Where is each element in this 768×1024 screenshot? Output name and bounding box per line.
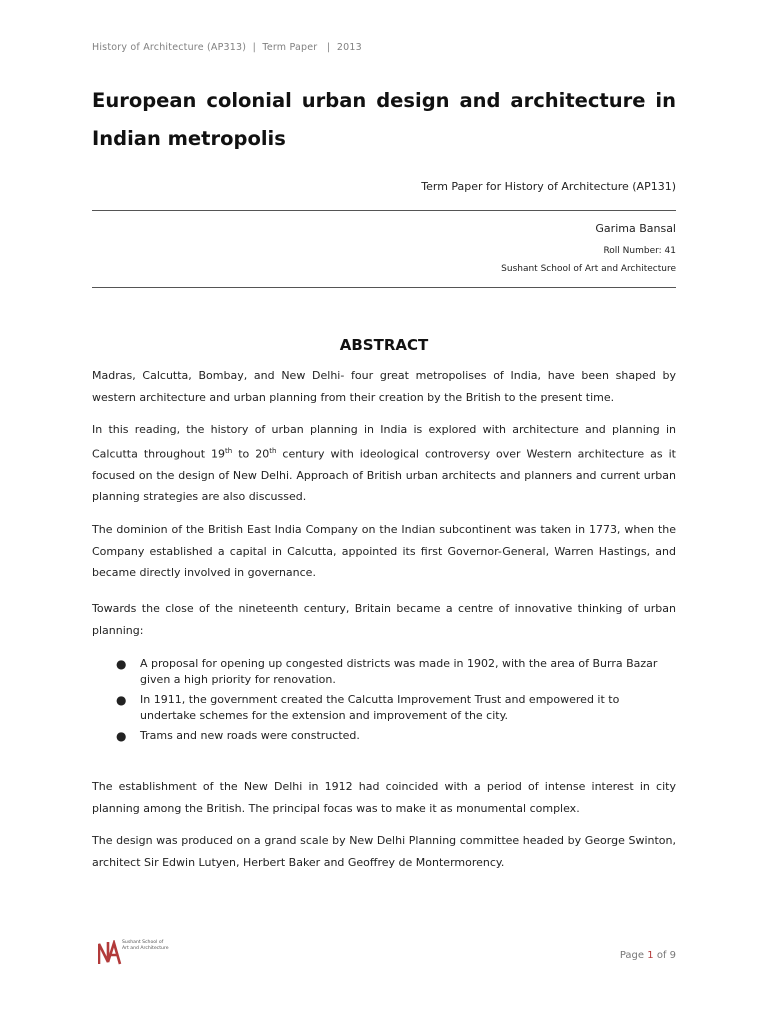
superscript-th-2: th [269,446,277,455]
list-item-text: Trams and new roads were constructed. [140,729,360,742]
page-total: of 9 [656,950,676,961]
author-name: Garima Bansal [595,222,676,235]
school-logo [98,938,168,974]
list-item [92,656,676,688]
abstract-paragraph-1: Madras, Calcutta, Bombay, and New Delhi- four great metropolises of India, have been shaped by western architecture and urban planning from their creation by the British to the present time. [92,369,676,404]
abstract-paragraph-5: The establishment of the New Delhi in 1912 had coincided with a period of intense interest in city planning among the British. The principal focas was to make it as monumental complex. [92,780,676,815]
page-label: Page [619,950,645,961]
list-item [92,728,676,744]
paragraph-2-text-c: century with ideological controversy over Western architecture as it focused on the design of New Delhi. Approach of British urban architects and planners and current urban planning strategies are also discussed. [92,447,676,504]
paper-title: European colonial urban design and architecture in Indian metropolis [92,89,676,150]
list-item [92,692,676,724]
paragraph-2-text-a: In this reading, the history of urban planning in India is explored with architecture and planning in Calcutta throughout 19 [92,423,676,461]
bullet-icon: ● [116,693,127,707]
list-item-text: In 1911, the government created the Calcutta Improvement Trust and empowered it to undertake schemes for the extension and improvement of the city. [140,693,620,722]
page-number [620,950,676,961]
paragraph-2-text-b: to 20 [232,447,270,461]
bullet-icon: ● [116,729,127,743]
bullet-icon: ● [116,657,127,671]
superscript-th-1: th [225,446,233,455]
bottom-divider [92,287,676,288]
paper-subtitle: Term Paper for History of Architecture (AP131) [421,180,676,193]
abstract-paragraph-2 [92,419,676,508]
bullet-list [92,656,676,748]
top-divider [92,210,676,211]
logo-text: Sushant School of Art and Architecture [122,940,169,951]
abstract-paragraph-6: The design was produced on a grand scale by New Delhi Planning committee headed by George Swinton, architect Sir Edwin Lutyen, Herbert Baker and Geoffrey de Montermorency. [92,834,676,869]
running-header: History of Architecture (AP313) | Term Paper | 2013 [92,42,362,53]
school-name: Sushant School of Art and Architecture [501,264,676,274]
abstract-paragraph-3: The dominion of the British East India Company on the Indian subcontinent was taken in 1773, when the Company established a capital in Calcutta, appointed its first Governor-General, Warren Hastings, and became directly involved in governance. [92,523,676,579]
roll-number: Roll Number: 41 [603,246,676,256]
abstract-paragraph-4: Towards the close of the nineteenth century, Britain became a centre of innovative thinking of urban planning: [92,602,676,637]
list-item-text: A proposal for opening up congested districts was made in 1902, with the area of Burra Bazar given a high priority for renovation. [140,657,658,686]
abstract-heading: ABSTRACT [339,336,429,354]
document-page [92,0,676,1024]
page-current: 1 [647,950,654,961]
school-logo-icon [98,940,122,966]
